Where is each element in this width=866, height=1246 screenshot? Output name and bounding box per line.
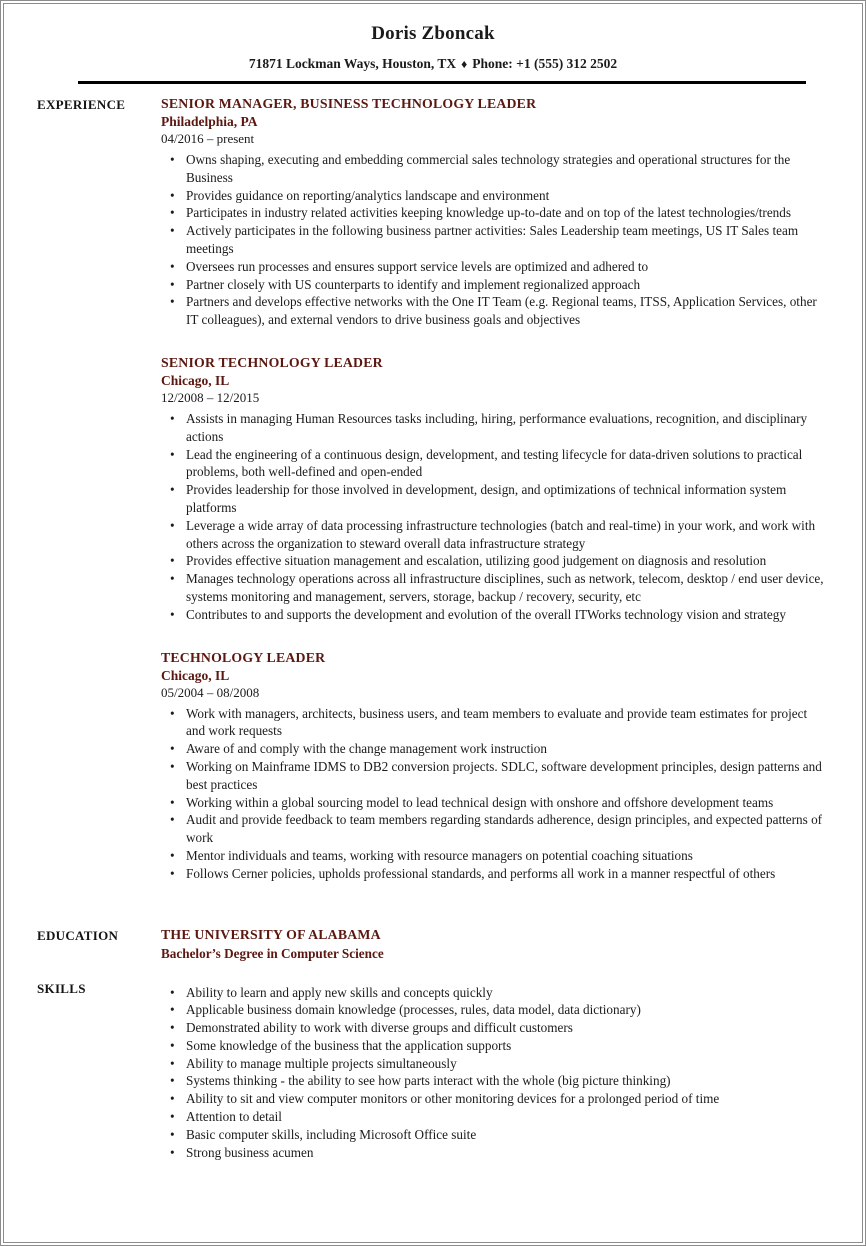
bullet-item: • Demonstrated ability to work with diverse groups and difficult customers	[161, 1019, 829, 1037]
experience-jobs	[161, 96, 829, 883]
bullet-item: • Leverage a wide array of data processing infrastructure technologies (batch and real-time) in your work, and work with others across the organization to steward overall data infrastructure strategy	[161, 517, 829, 553]
degree-name: Bachelor’s Degree in Computer Science	[161, 945, 384, 961]
bullet-item: • Systems thinking - the ability to see how parts interact with the whole (big picture thinking)	[161, 1072, 829, 1090]
experience-label: EXPERIENCE	[37, 97, 126, 112]
bullet-item: • Ability to sit and view computer monitors or other monitoring devices for a prolonged period of time	[161, 1090, 829, 1108]
bullet-item: • Follows Cerner policies, upholds professional standards, and performs all work in a manner respectful of others	[161, 865, 829, 883]
skills-list	[161, 984, 829, 1162]
job-location: Philadelphia, PA	[161, 114, 258, 129]
bullet-item: • Ability to manage multiple projects simultaneously	[161, 1055, 829, 1073]
bullet-item: • Manages technology operations across all infrastructure disciplines, such as network, telecom, desktop / end user device, systems monitoring and management, servers, storage, backup / recovery, security, etc	[161, 570, 829, 606]
bullet-item: • Participates in industry related activities keeping knowledge up-to-date and on top of the latest technologies/trends	[161, 204, 829, 222]
bullet-item: • Assists in managing Human Resources tasks including, hiring, performance evaluations, recognition, and disciplinary actions	[161, 410, 829, 446]
experience-job	[161, 355, 829, 624]
bullet-item: • Provides leadership for those involved in development, design, and optimizations of technical information system platforms	[161, 481, 829, 517]
job-title: SENIOR MANAGER, BUSINESS TECHNOLOGY LEADER	[161, 96, 537, 111]
bullet-item: • Strong business acumen	[161, 1144, 829, 1162]
experience-job	[161, 650, 829, 883]
skills-body	[161, 980, 829, 1162]
job-location: Chicago, IL	[161, 667, 230, 683]
bullet-item: • Actively participates in the following business partner activities: Sales Leadership team meetings, US IT Sales team meetings	[161, 222, 829, 258]
job-dates: 12/2008 – 12/2015	[161, 389, 260, 405]
school-name: THE UNIVERSITY OF ALABAMA	[161, 926, 381, 942]
bullet-item: • Lead the engineering of a continuous design, development, and testing lifecycle for data-driven solutions to practical problems, both well-defined and open-ended	[161, 446, 829, 482]
bullet-item: • Some knowledge of the business that the application supports	[161, 1037, 829, 1055]
bullet-item: • Basic computer skills, including Microsoft Office suite	[161, 1126, 829, 1144]
job-title: SENIOR TECHNOLOGY LEADER	[161, 354, 383, 370]
bullet-item: • Applicable business domain knowledge (processes, rules, data model, data dictionary)	[161, 1001, 829, 1019]
job-bullets	[161, 705, 829, 883]
job-dates: 04/2016 – present	[161, 131, 255, 146]
bullet-item: • Attention to detail	[161, 1108, 829, 1126]
section-skills	[37, 980, 829, 1162]
job-dates: 05/2004 – 08/2008	[161, 684, 260, 700]
contact-line	[1, 56, 865, 72]
person-name: Doris Zboncak	[371, 23, 495, 44]
bullet-item: • Mentor individuals and teams, working with resource managers on potential coaching situations	[161, 847, 829, 865]
bullet-item: • Partner closely with US counterparts to identify and implement regionalized approach	[161, 276, 829, 294]
job-location: Chicago, IL	[161, 372, 230, 388]
bullet-item: • Provides effective situation management and escalation, utilizing good judgement on diagnosis and resolution	[161, 552, 829, 570]
bullet-item: • Audit and provide feedback to team members regarding standards adherence, design principles, and expected patterns of work	[161, 811, 829, 847]
job-bullets	[161, 410, 829, 624]
education-label: EDUCATION	[37, 927, 119, 943]
bullet-item: • Aware of and comply with the change management work instruction	[161, 740, 829, 758]
job-title: TECHNOLOGY LEADER	[161, 649, 326, 665]
resume-body	[1, 84, 865, 1161]
section-education	[37, 927, 829, 962]
bullet-item: • Working on Mainframe IDMS to DB2 conversion projects. SDLC, software development principles, design patterns and best practices	[161, 758, 829, 794]
education-body	[161, 927, 829, 962]
bullet-item: • Oversees run processes and ensures support service levels are optimized and adhered to	[161, 258, 829, 276]
diamond-icon: ♦	[461, 57, 468, 71]
section-experience	[37, 96, 829, 883]
contact-phone: Phone: +1 (555) 312 2502	[472, 56, 618, 71]
bullet-item: • Working within a global sourcing model to lead technical design with onshore and offshore development teams	[161, 794, 829, 812]
bullet-item: • Provides guidance on reporting/analytics landscape and environment	[161, 187, 829, 205]
bullet-item: • Ability to learn and apply new skills and concepts quickly	[161, 984, 829, 1002]
experience-job	[161, 96, 829, 329]
contact-address: 71871 Lockman Ways, Houston, TX	[248, 56, 457, 71]
bullet-item: • Contributes to and supports the development and evolution of the overall ITWorks technology vision and strategy	[161, 606, 829, 624]
resume-header	[1, 1, 865, 84]
bullet-item: • Owns shaping, executing and embedding commercial sales technology strategies and operational structures for the Business	[161, 151, 829, 187]
skills-label: SKILLS	[37, 980, 86, 996]
bullet-item: • Partners and develops effective networks with the One IT Team (e.g. Regional teams, ITSS, Application Services, other IT colleagues), and external vendors to drive business goals and objectives	[161, 293, 829, 329]
bullet-item: • Work with managers, architects, business users, and team members to evaluate and provide team estimates for project and work requests	[161, 705, 829, 741]
job-bullets	[161, 151, 829, 329]
